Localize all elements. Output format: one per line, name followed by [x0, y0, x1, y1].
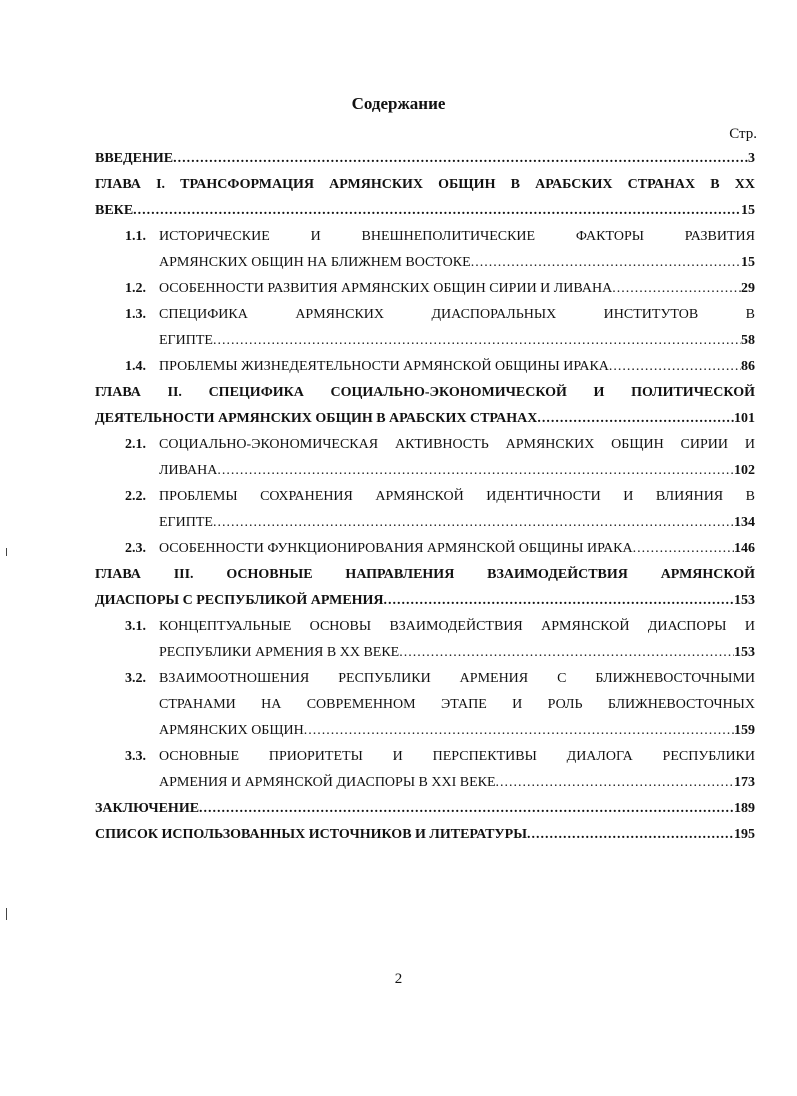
toc-page-number: 173 — [734, 775, 755, 790]
toc-section-1-1[interactable] — [95, 224, 755, 250]
dot-leader — [471, 250, 741, 276]
toc-section-1-1-cont[interactable] — [95, 250, 755, 276]
toc-entry-label: АРМЕНИЯ И АРМЯНСКОЙ ДИАСПОРЫ В XXI ВЕКЕ — [159, 775, 496, 790]
toc-entry-label: ГЛАВА II. СПЕЦИФИКА СОЦИАЛЬНО-ЭКОНОМИЧЕСКОЙ И ПОЛИТИЧЕСКОЙ — [95, 385, 755, 400]
toc-section-1-3-cont[interactable] — [95, 328, 755, 354]
section-number: 2.1. — [125, 437, 146, 452]
section-number: 1.1. — [125, 229, 146, 244]
section-number: 1.4. — [125, 359, 146, 374]
toc-page-number: 15 — [741, 203, 755, 218]
toc-section-3-2[interactable] — [95, 666, 755, 692]
section-number: 3.3. — [125, 749, 146, 764]
dot-leader — [612, 276, 741, 302]
dot-leader — [384, 588, 734, 614]
toc-entry-label: СТРАНАМИ НА СОВРЕМЕННОМ ЭТАПЕ И РОЛЬ БЛИЖНЕВОСТОЧНЫХ — [159, 697, 755, 712]
toc-entry-intro[interactable] — [95, 146, 755, 172]
section-number: 3.1. — [125, 619, 146, 634]
toc-chapter-2-line2[interactable] — [95, 406, 755, 432]
toc-section-2-3[interactable] — [95, 536, 755, 562]
toc-entry-label: СПЕЦИФИКА АРМЯНСКИХ ДИАСПОРАЛЬНЫХ ИНСТИТУТОВ В — [159, 307, 755, 322]
toc-page-number: 153 — [734, 593, 755, 608]
toc-page-number: 159 — [734, 723, 755, 738]
toc-chapter-1-line1[interactable] — [95, 172, 755, 198]
toc-section-1-2[interactable] — [95, 276, 755, 302]
toc-entry-label: ОСОБЕННОСТИ РАЗВИТИЯ АРМЯНСКИХ ОБЩИН СИРИИ И ЛИВАНА — [159, 281, 613, 296]
toc-page-number: 146 — [734, 541, 755, 556]
dot-leader — [173, 146, 748, 172]
toc-section-3-2-cont2[interactable] — [95, 718, 755, 744]
scan-mark — [6, 908, 7, 920]
toc-page-number: 29 — [741, 281, 755, 296]
dot-leader — [199, 796, 734, 822]
dot-leader — [304, 718, 734, 744]
toc-section-2-2[interactable] — [95, 484, 755, 510]
toc-entry-label: ИСТОРИЧЕСКИЕ И ВНЕШНЕПОЛИТИЧЕСКИЕ ФАКТОРЫ РАЗВИТИЯ — [159, 229, 755, 244]
toc-entry-label: ВВЕДЕНИЕ — [95, 151, 174, 166]
dot-leader — [609, 354, 741, 380]
toc-section-1-3[interactable] — [95, 302, 755, 328]
dot-leader — [537, 406, 734, 432]
toc-entry-label: ГЛАВА III. ОСНОВНЫЕ НАПРАВЛЕНИЯ ВЗАИМОДЕЙСТВИЯ АРМЯНСКОЙ — [95, 567, 755, 582]
toc-entry-label: ОСОБЕННОСТИ ФУНКЦИОНИРОВАНИЯ АРМЯНСКОЙ ОБЩИНЫ ИРАКА — [159, 541, 633, 556]
toc-page-number: 86 — [741, 359, 755, 374]
page-title: Содержание — [351, 94, 446, 113]
toc-section-3-1-cont[interactable] — [95, 640, 755, 666]
section-number: 3.2. — [125, 671, 146, 686]
toc-entry-label: ПРОБЛЕМЫ СОХРАНЕНИЯ АРМЯНСКОЙ ИДЕНТИЧНОСТИ И ВЛИЯНИЯ В — [159, 489, 755, 504]
toc-chapter-2-line1[interactable] — [95, 380, 755, 406]
dot-leader — [133, 198, 741, 224]
page-column-label: Стр. — [729, 126, 757, 142]
toc-page-number: 102 — [734, 463, 755, 478]
toc-entry-label: КОНЦЕПТУАЛЬНЫЕ ОСНОВЫ ВЗАИМОДЕЙСТВИЯ АРМЯНСКОЙ ДИАСПОРЫ И — [159, 619, 755, 634]
section-number: 2.2. — [125, 489, 146, 504]
toc-chapter-1-line2[interactable] — [95, 198, 755, 224]
toc-section-1-4[interactable] — [95, 354, 755, 380]
toc-page-number: 134 — [734, 515, 755, 530]
dot-leader — [527, 822, 734, 848]
dot-leader — [213, 510, 734, 536]
toc-entry-label: ЕГИПТЕ — [159, 515, 213, 530]
toc-section-3-3[interactable] — [95, 744, 755, 770]
toc-page-number: 153 — [734, 645, 755, 660]
toc-page-number: 58 — [741, 333, 755, 348]
toc-entry-label: ПРОБЛЕМЫ ЖИЗНЕДЕЯТЕЛЬНОСТИ АРМЯНСКОЙ ОБЩИНЫ ИРАКА — [159, 359, 609, 374]
dot-leader — [399, 640, 734, 666]
toc-entry-label: ГЛАВА I. ТРАНСФОРМАЦИЯ АРМЯНСКИХ ОБЩИН В АРАБСКИХ СТРАНАХ В ХХ — [95, 177, 755, 192]
toc-entry-conclusion[interactable] — [95, 796, 755, 822]
section-number: 2.3. — [125, 541, 146, 556]
toc-entry-label: ВЗАИМООТНОШЕНИЯ РЕСПУБЛИКИ АРМЕНИЯ С БЛИЖНЕВОСТОЧНЫМИ — [159, 671, 755, 686]
toc-entry-label: АРМЯНСКИХ ОБЩИН НА БЛИЖНЕМ ВОСТОКЕ — [159, 255, 471, 270]
dot-leader — [633, 536, 734, 562]
toc-page-number: 195 — [734, 827, 755, 842]
dot-leader — [213, 328, 741, 354]
toc-entry-label: АРМЯНСКИХ ОБЩИН — [159, 723, 304, 738]
toc-section-3-1[interactable] — [95, 614, 755, 640]
toc-entry-label: РЕСПУБЛИКИ АРМЕНИЯ В ХХ ВЕКЕ — [159, 645, 400, 660]
toc-entry-sources[interactable] — [95, 822, 755, 848]
toc-section-2-1[interactable] — [95, 432, 755, 458]
toc-page-number: 15 — [741, 255, 755, 270]
toc-entry-label: ДЕЯТЕЛЬНОСТИ АРМЯНСКИХ ОБЩИН В АРАБСКИХ СТРАНАХ — [95, 411, 538, 426]
toc-section-2-2-cont[interactable] — [95, 510, 755, 536]
scan-mark — [6, 548, 7, 556]
toc-page-number: 189 — [734, 801, 755, 816]
toc-entry-label: СОЦИАЛЬНО-ЭКОНОМИЧЕСКАЯ АКТИВНОСТЬ АРМЯНСКИХ ОБЩИН СИРИИ И — [159, 437, 755, 452]
toc-entry-label: ДИАСПОРЫ С РЕСПУБЛИКОЙ АРМЕНИЯ — [95, 593, 384, 608]
toc-section-3-2-cont1[interactable] — [95, 692, 755, 718]
toc-entry-label: ЛИВАНА — [159, 463, 218, 478]
toc-entry-label: СПИСОК ИСПОЛЬЗОВАННЫХ ИСТОЧНИКОВ И ЛИТЕРАТУРЫ — [95, 827, 527, 842]
toc-page-number: 101 — [734, 411, 755, 426]
section-number: 1.3. — [125, 307, 146, 322]
toc-page-number: 3 — [748, 151, 755, 166]
section-number: 1.2. — [125, 281, 146, 296]
toc-entry-label: ОСНОВНЫЕ ПРИОРИТЕТЫ И ПЕРСПЕКТИВЫ ДИАЛОГА РЕСПУБЛИКИ — [159, 749, 755, 764]
toc-entry-label: ВЕКЕ — [95, 203, 134, 218]
toc-chapter-3-line2[interactable] — [95, 588, 755, 614]
toc-entry-label: ЗАКЛЮЧЕНИЕ — [95, 801, 200, 816]
toc-entry-label: ЕГИПТЕ — [159, 333, 213, 348]
dot-leader — [496, 770, 734, 796]
toc-chapter-3-line1[interactable] — [95, 562, 755, 588]
toc-section-3-3-cont[interactable] — [95, 770, 755, 796]
page-number: 2 — [394, 971, 403, 987]
toc-section-2-1-cont[interactable] — [95, 458, 755, 484]
dot-leader — [217, 458, 734, 484]
table-of-contents — [95, 146, 755, 848]
